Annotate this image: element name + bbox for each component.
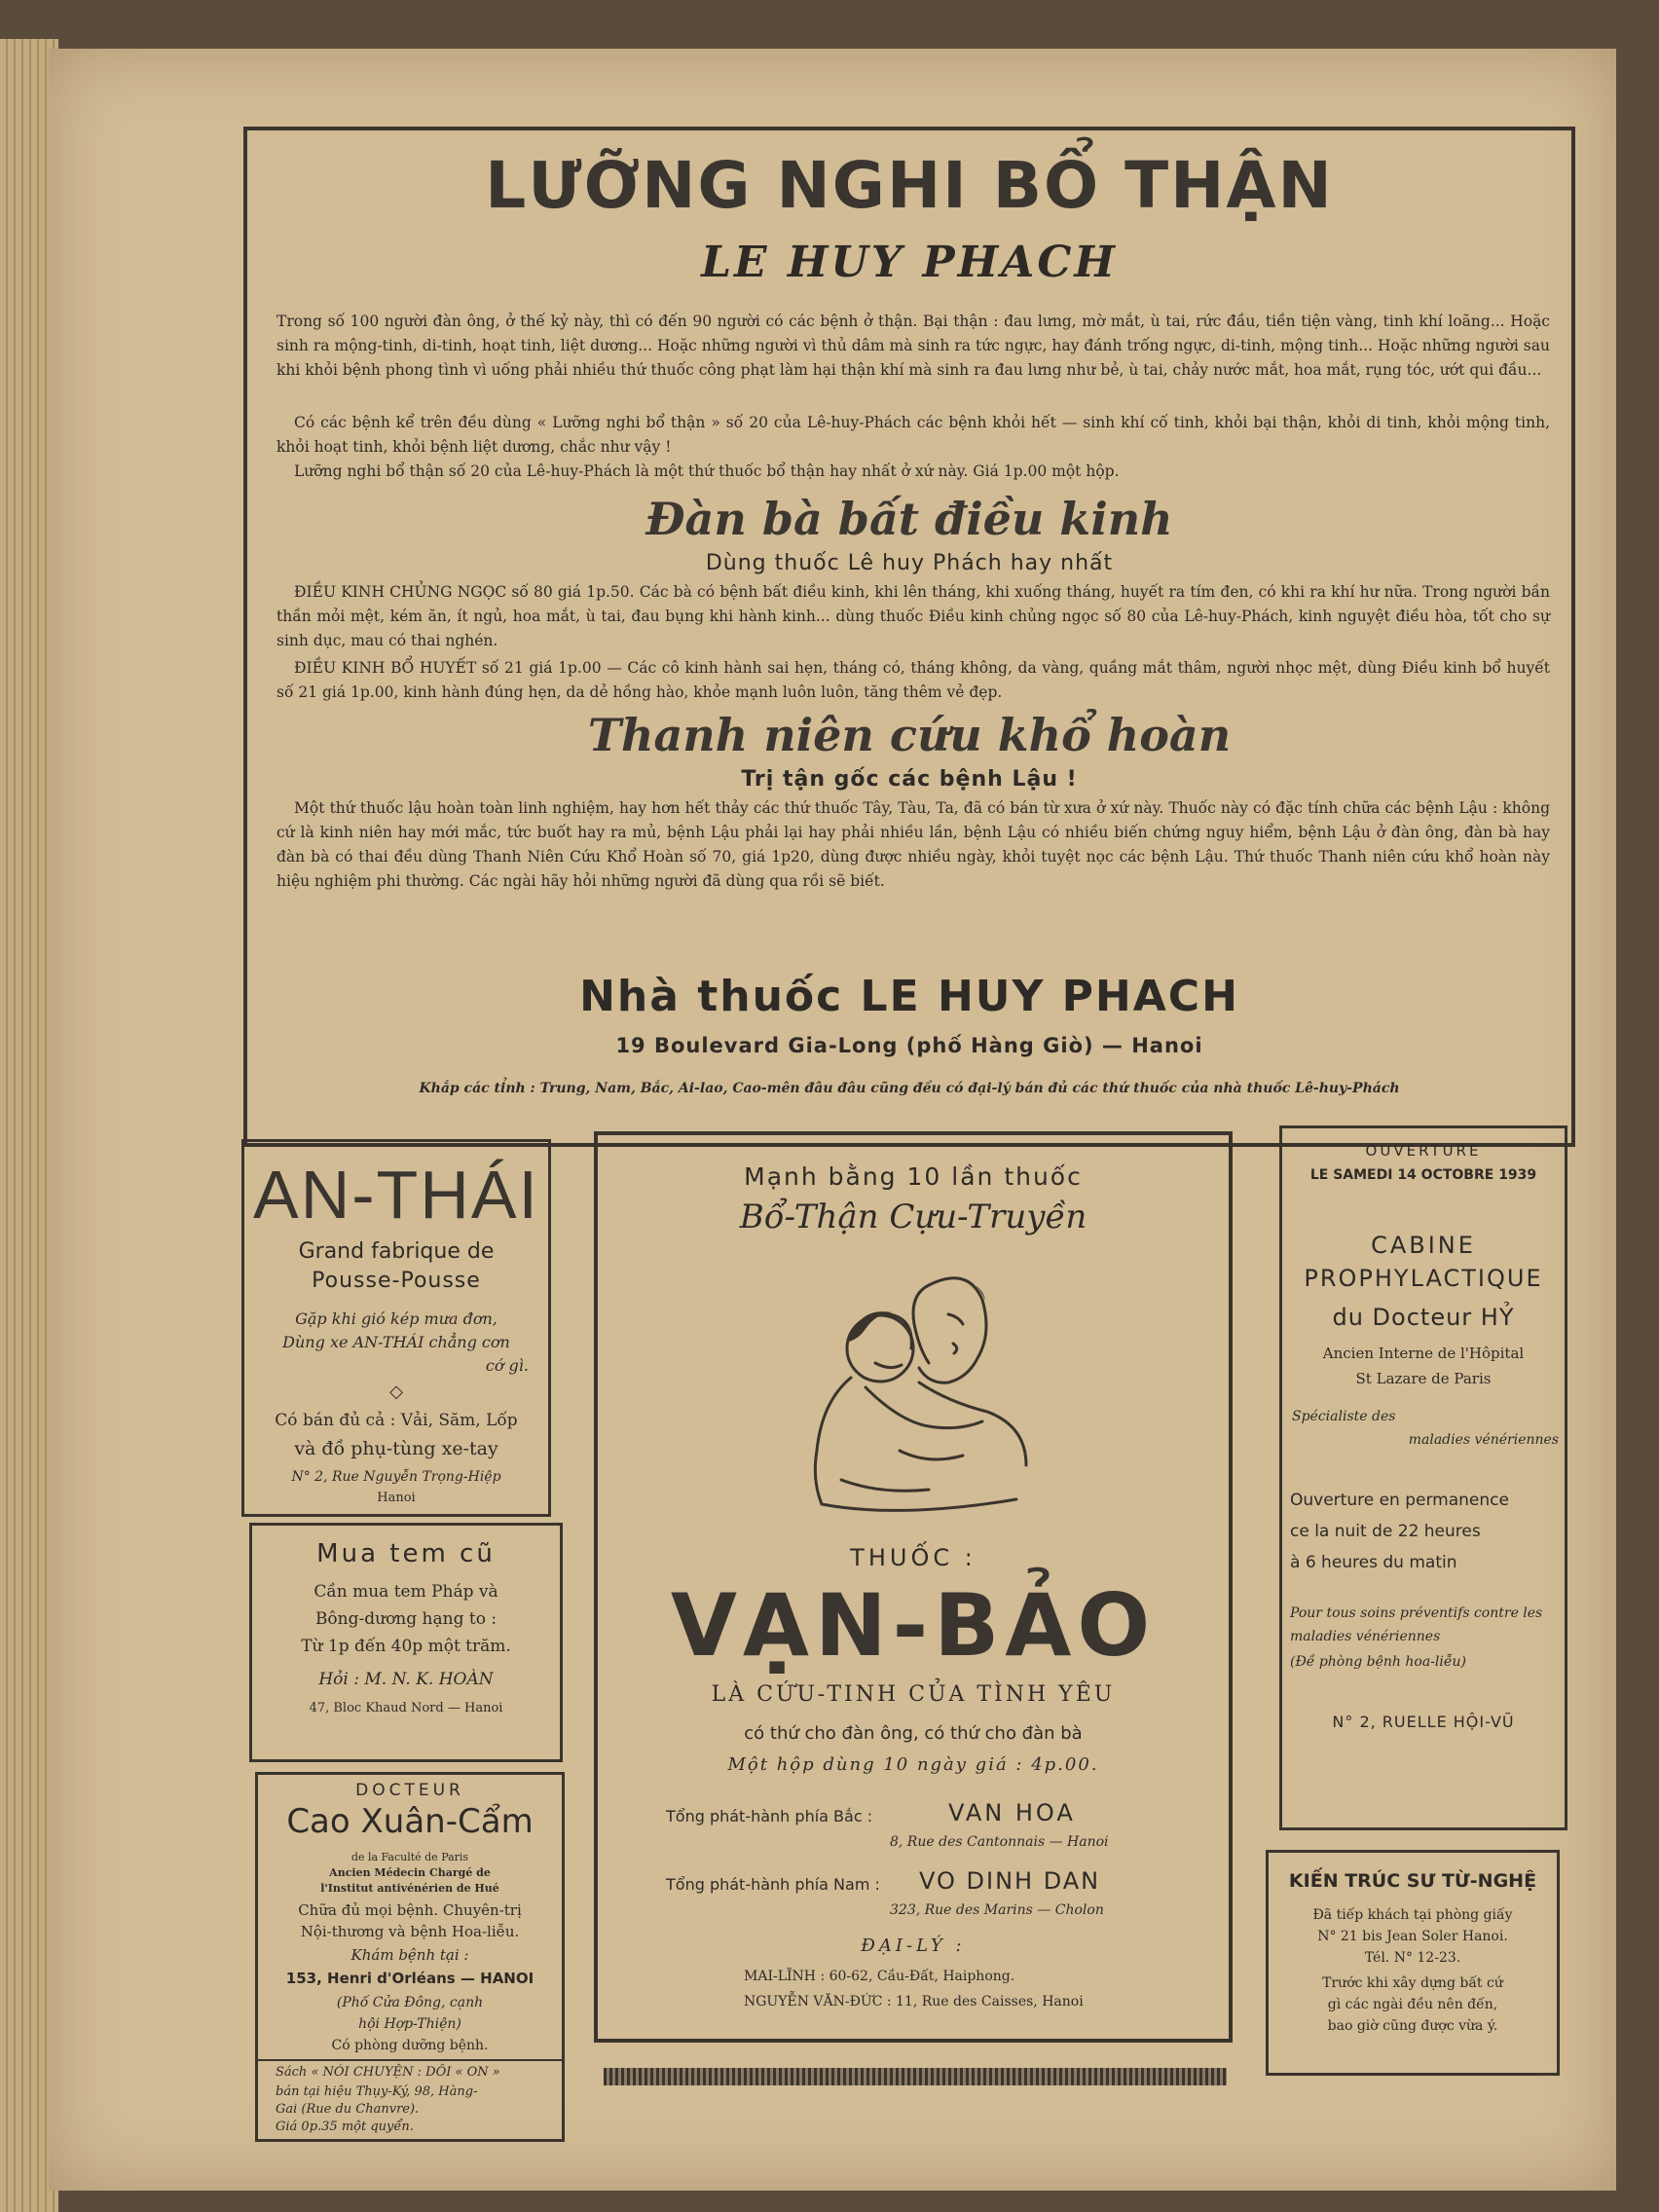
shop-name: Nhà thuốc LE HUY PHACH [579, 972, 1239, 1021]
section-tagline-thanh-nien: Trị tận gốc các bệnh Lậu ! [741, 767, 1078, 792]
kien-truc-title: KIẾN TRÚC SƯ TỪ-NGHỆ [1288, 1870, 1537, 1892]
docteur-label: DOCTEUR [355, 1781, 464, 1800]
docteur-line-9: hội Hợp-Thiện) [358, 2016, 461, 2032]
footer-note: Khắp các tỉnh : Trung, Nam, Bắc, Ai-lao, Cao-mên đâu đâu cũng đều có đại-lý bán đủ các thứ thuốc của nhà thuốc Lê-huy-Phách [419, 1081, 1400, 1096]
an-thai-address2: Hanoi [377, 1491, 416, 1505]
cabine-line-12: à 6 heures du matin [1290, 1553, 1457, 1572]
agent-line-2: NGUYỄN VĂN-ĐỨC : 11, Rue des Caisses, Hanoi [744, 1994, 1084, 2009]
van-bao-desc-1: có thứ cho đàn ông, có thứ cho đàn bà [744, 1723, 1083, 1744]
van-bao-top-line: Mạnh bằng 10 lần thuốc [744, 1162, 1083, 1191]
van-bao-second-line: Bổ-Thận Cựu-Truyền [739, 1198, 1088, 1236]
kien-truc-ad [1266, 1850, 1560, 2076]
mua-tem-ad [249, 1523, 563, 1762]
kien-truc-line-3: Tél. N° 12-23. [1364, 1950, 1461, 1966]
cabine-title: CABINE [1371, 1232, 1476, 1259]
cabine-line-7: St Lazare de Paris [1355, 1370, 1492, 1387]
docteur-line-10: Có phòng dưỡng bệnh. [331, 2038, 489, 2053]
north-address: 8, Rue des Cantonnais — Hanoi [890, 1834, 1109, 1850]
docteur-line-4: Chữa đủ mọi bệnh. Chuyên-trị [298, 1901, 522, 1919]
thanh-nien-paragraph: Một thứ thuốc lậu hoàn toàn linh nghiệm, hay hơn hết thảy các thứ thuốc Tây, Tàu, Ta, đã có bán từ xưa ở xứ này. Thuốc này có đặc tính chữa các bệnh Lậu : không cứ là kinh niên hay mới mắc, tức buốt hay ra mủ, bệnh Lậu phải lại hay phải nhiều lần, bệnh Lậu có nhiều biến chứng nguy hiểm, bệnh Lậu ở đàn ông, đàn bà hay đàn bà có thai đều dùng Thanh Niên Cứu Khổ Hoàn số 70, giá 1p20, dùng được nhiều ngày, khỏi tuyệt nọc các bệnh Lậu. Thứ thuốc Thanh niên cứu khổ hoàn này hiệu nghiệm phi thường. Các ngài hãy hỏi những người đã dùng qua rồi sẽ biết. [276, 799, 1550, 890]
an-thai-slogan2: Dùng xe AN-THÁI chẳng cơn [282, 1333, 510, 1351]
docteur-line-6: Khám bệnh tại : [350, 1946, 469, 1964]
an-thai-title: AN-THÁI [253, 1157, 539, 1233]
south-name: VO DINH DAN [919, 1867, 1101, 1895]
mua-tem-line2: Bông-dương hạng to : [314, 1609, 498, 1629]
mua-tem-line1: Cần mua tem Pháp và [313, 1582, 498, 1602]
ad-intro-paragraph-3: Lưỡng nghi bổ thận số 20 của Lê-huy-Phách là một thứ thuốc bổ thận hay nhất ở xứ này. Giá 1p.00 một hộp. [294, 462, 1120, 480]
section-title-thanh-nien: Thanh niên cứu khổ hoàn [587, 709, 1232, 761]
mua-tem-title: Mua tem cũ [316, 1539, 496, 1568]
dai-ly-label: ĐẠI-LÝ : [861, 1936, 966, 1956]
cabine-title-2: PROPHYLACTIQUE [1304, 1265, 1543, 1292]
ornament-icon: ◇ [389, 1382, 403, 1402]
cabine-line-13: Pour tous soins préventifs contre les maladies vénériennes [1290, 1605, 1543, 1644]
north-name: VAN HOA [948, 1799, 1076, 1826]
ad-subhead: LE HUY PHACH [701, 238, 1118, 287]
book-line-4: Giá 0p.35 một quyển. [276, 2120, 414, 2134]
docteur-ad [255, 1772, 565, 2142]
docteur-credential-1: de la Faculté de Paris [350, 1851, 469, 1863]
van-bao-name: VẠN-BẢO [670, 1575, 1157, 1676]
book-line-1: Sách « NÓI CHUYỆN : DÔI « ON » [276, 2065, 500, 2080]
ad-headline: LƯỠNG NGHI BỔ THẬN [485, 148, 1334, 223]
docteur-line-5: Nội-thương và bệnh Hoa-liễu. [300, 1923, 520, 1940]
ad-intro-paragraph: Trong số 100 người đàn ông, ở thế kỷ này, thì có đến 90 người có các bệnh ở thận. Bại thận : đau lưng, mờ mắt, ù tai, rức đầu, tiền tiện vàng, tinh khí loãng... Hoặc sinh ra mộng-tinh, di-tinh, hoạt tinh, liệt dương... Hoặc những người vì thủ dâm mà sinh ra tức ngực, hay đánh trống ngực, di-tinh, mộng tinh... Hoặc những người sau khi khỏi bệnh phong tình vì uống phải nhiều thứ thuốc công phạt làm hại thận khí mà sinh ra đau lưng như bẻ, ù tai, chảy nước mắt, hoa mắt, rụng tóc, ướt qui đầu... [276, 313, 1550, 379]
section-title-dan-ba: Đàn bà bất điều kinh [645, 493, 1173, 545]
cabine-address: N° 2, RUELLE HỘI-VŨ [1332, 1713, 1515, 1731]
north-label: Tổng phát-hành phía Bắc : [666, 1807, 873, 1825]
cabine-line-10: Ouverture en permanence [1290, 1491, 1509, 1510]
van-bao-tagline: LÀ CỨU-TINH CỦA TÌNH YÊU [711, 1682, 1116, 1707]
kien-truc-line-2: N° 21 bis Jean Soler Hanoi. [1317, 1929, 1508, 1944]
docteur-credential-3: l'Institut antivénérien de Hué [320, 1882, 499, 1895]
kien-truc-line-1: Đã tiếp khách tại phòng giấy [1312, 1907, 1513, 1923]
docteur-credential-2: Ancien Médecin Chargé de [329, 1866, 491, 1879]
docteur-line-8: (Phố Cửa Đông, cạnh [336, 1995, 484, 2010]
an-thai-line1: Grand fabrique de [298, 1239, 495, 1264]
section-tagline-dan-ba: Dùng thuốc Lê huy Phách hay nhất [705, 551, 1114, 575]
mua-tem-line5: 47, Bloc Khaud Nord — Hanoi [309, 1701, 503, 1715]
kien-truc-line-5: gì các ngài đều nên đến, [1327, 1997, 1498, 2012]
cabine-doctor: du Docteur HỶ [1332, 1304, 1515, 1331]
cabine-ad [1279, 1125, 1567, 1830]
le-huy-phach-ad [243, 127, 1575, 1147]
shop-address: 19 Boulevard Gia-Long (phố Hàng Giò) — Hanoi [615, 1034, 1203, 1057]
an-thai-ad [241, 1139, 551, 1517]
an-thai-line2: Pousse-Pousse [312, 1269, 481, 1293]
dieu-kinh-bo-huyet-paragraph: ĐIỀU KINH BỔ HUYẾT số 21 giá 1p.00 — Các cô kinh hành sai hẹn, tháng có, tháng không, da vàng, quầng mắt thâm, người nhọc mệt, dùng Điều kinh bổ huyết số 21 giá 1p.00, kinh hành đúng hẹn, da dẻ hồng hào, khỏe mạnh luôn luôn, tăng thêm vẻ đẹp. [276, 659, 1550, 701]
couple-illustration [783, 1256, 1046, 1519]
newspaper-page [49, 49, 1616, 2191]
van-bao-ad [594, 1131, 1233, 2043]
an-thai-slogan3: cớ gì. [485, 1356, 529, 1375]
an-thai-sell1: Có bán đủ cả : Vải, Săm, Lốp [275, 1411, 518, 1430]
van-bao-desc-2: Một hộp dùng 10 ngày giá : 4p.00. [727, 1754, 1099, 1775]
mua-tem-line4: Hỏi : M. N. K. HOÀN [318, 1670, 494, 1689]
cabine-line-14: (Đề phòng bệnh hoa-liễu) [1290, 1654, 1466, 1670]
cabine-line-8: Spécialiste des [1292, 1409, 1396, 1424]
divider [258, 2059, 562, 2061]
cabine-date: LE SAMEDI 14 OCTOBRE 1939 [1309, 1167, 1537, 1183]
an-thai-slogan1: Gặp khi gió kép mưa đơn, [295, 1309, 498, 1328]
decorative-rule [604, 2068, 1227, 2085]
mua-tem-line3: Từ 1p đến 40p một trăm. [301, 1637, 511, 1656]
dieu-kinh-chung-ngoc-paragraph: ĐIỀU KINH CHỦNG NGỌC số 80 giá 1p.50. Các bà có bệnh bất điều kinh, khi lên tháng, khi xuống tháng, huyết ra tím đen, có khi ra khí hư nữa. Trong người bần thần mỏi mệt, kém ăn, ít ngủ, hoa mắt, ù tai, đau bụng khi hành kinh... dùng thuốc Điều kinh chủng ngọc số 80 của Lê-huy-Phách, kinh nguyệt điều hòa, tốt cho sự sinh dục, mau có thai nghén. [276, 583, 1550, 649]
agent-line-1: MAI-LĨNH : 60-62, Cầu-Đất, Haiphong. [744, 1969, 1015, 1984]
book-line-3: Gai (Rue du Chanvre). [276, 2102, 420, 2117]
cabine-line-9: maladies vénériennes [1408, 1432, 1559, 1448]
docteur-address: 153, Henri d'Orléans — HANOI [285, 1970, 535, 1987]
south-label: Tổng phát-hành phía Nam : [666, 1875, 880, 1894]
van-bao-label: THUỐC : [850, 1544, 977, 1571]
kien-truc-line-6: bao giờ cũng được vừa ý. [1327, 2018, 1498, 2034]
kien-truc-line-4: Trước khi xây dựng bất cứ [1322, 1975, 1503, 1991]
docteur-name: Cao Xuân-Cẩm [286, 1802, 534, 1841]
cabine-ouverture: OUVERTURE [1365, 1142, 1482, 1160]
cabine-line-6: Ancien Interne de l'Hôpital [1322, 1345, 1525, 1362]
cabine-line-11: ce la nuit de 22 heures [1290, 1522, 1481, 1541]
an-thai-sell2: và đồ phụ-tùng xe-tay [294, 1438, 498, 1459]
book-line-2: bán tại hiệu Thụy-Ký, 98, Hàng- [276, 2084, 478, 2099]
south-address: 323, Rue des Marins — Cholon [890, 1902, 1104, 1918]
an-thai-address1: N° 2, Rue Nguyễn Trọng-Hiệp [291, 1469, 501, 1485]
ad-intro-paragraph-2: Có các bệnh kể trên đều dùng « Lưỡng nghi bổ thận » số 20 của Lê-huy-Phách các bệnh khỏi hết — sinh khí cố tinh, khỏi bại thận, khỏi di tinh, khỏi mộng tinh, khỏi hoạt tinh, khỏi bệnh liệt dương, chắc như vậy ! [276, 414, 1550, 456]
